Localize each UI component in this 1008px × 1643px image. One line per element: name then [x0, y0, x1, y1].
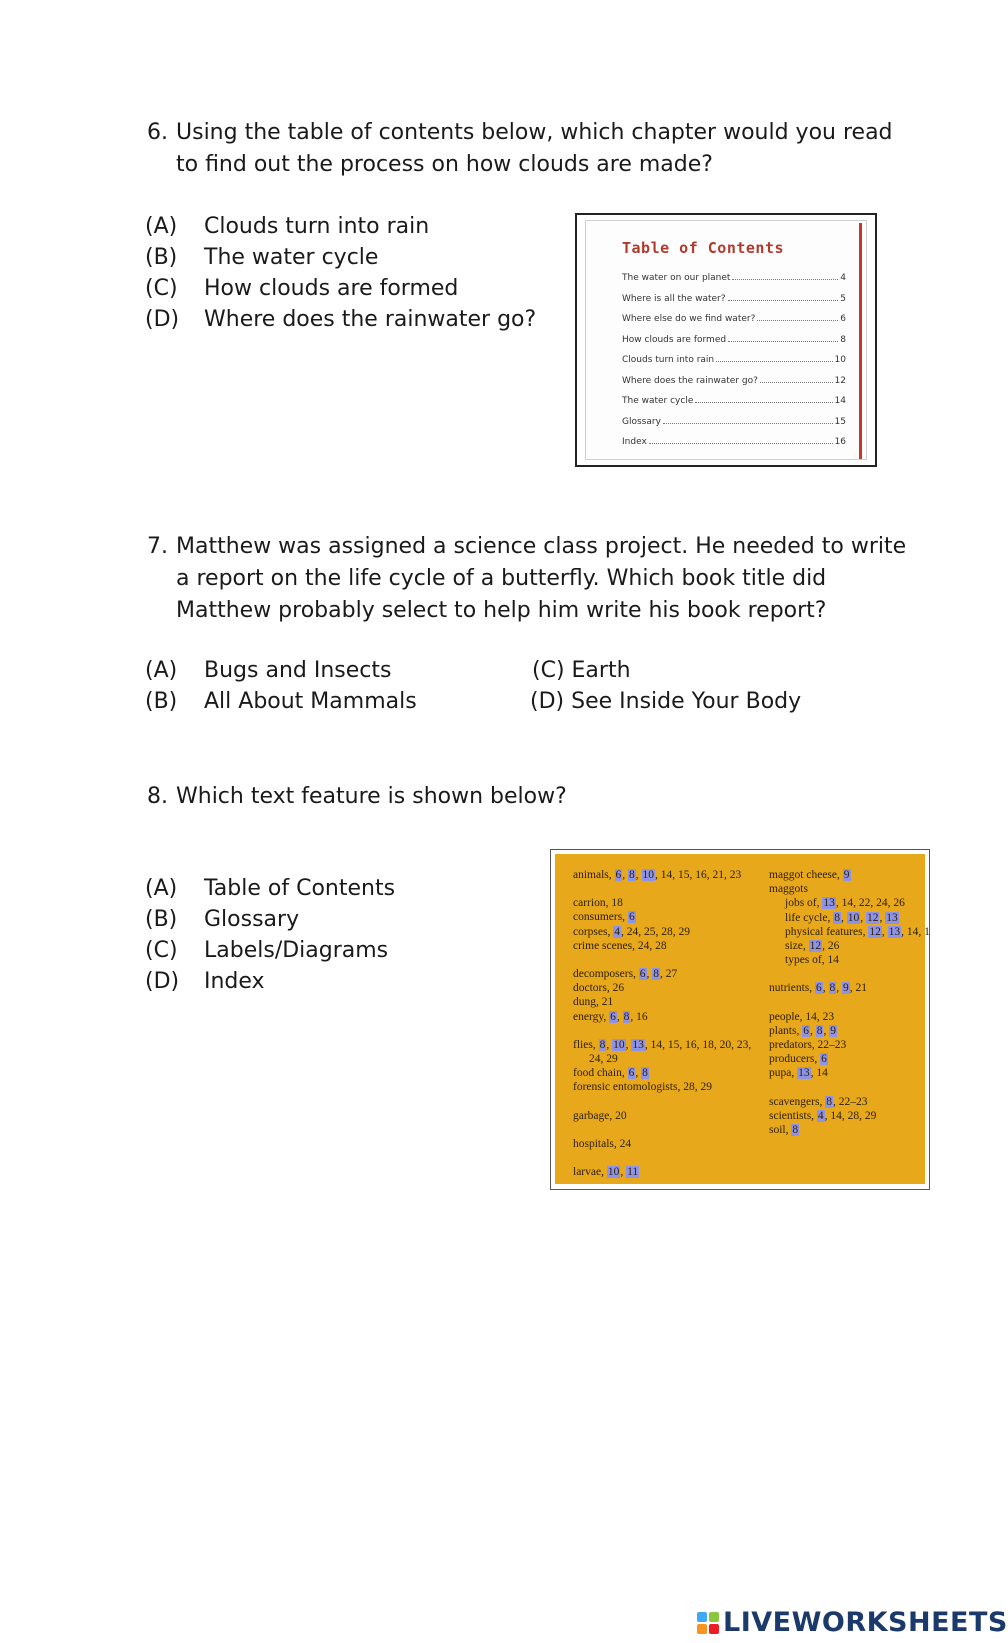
- index-term: scavengers,: [769, 1095, 823, 1108]
- q8-option-a[interactable]: (A) Table of Contents: [145, 876, 396, 901]
- index-term: hospitals,: [573, 1137, 617, 1150]
- index-page-number: 23,: [736, 1038, 752, 1051]
- toc-row: [622, 433, 846, 447]
- question-text-line: Which text feature is shown below?: [176, 784, 567, 809]
- index-entry: nutrients, 6, 8, 9, 21: [769, 982, 867, 995]
- index-page-number: 6: [628, 1067, 635, 1080]
- question-text-line: Matthew was assigned a science class project. He needed to write: [176, 534, 907, 559]
- question-text-line: Matthew probably select to help him write his book report?: [176, 598, 827, 623]
- index-term: life cycle,: [785, 911, 831, 924]
- index-term: nutrients,: [769, 982, 813, 995]
- index-term: animals,: [573, 869, 612, 881]
- index-page-number: 10: [607, 1166, 620, 1179]
- index-page-number: 13: [798, 1067, 810, 1080]
- index-term: energy,: [573, 1010, 607, 1023]
- toc-row-page: 14: [834, 396, 846, 406]
- index-page-number: 14: [841, 897, 854, 910]
- index-entry: plants, 6, 8, 9: [769, 1024, 836, 1037]
- index-page-number: 29: [678, 925, 690, 938]
- index-page-number: 10: [613, 1038, 625, 1051]
- toc-row: [622, 351, 846, 365]
- index-page-number: 13: [823, 897, 835, 910]
- index-page-number: 8: [829, 982, 836, 995]
- index-column-right: [769, 868, 930, 1137]
- index-term: types of,: [785, 954, 825, 967]
- question-number: 7.: [147, 534, 168, 559]
- index-page-number: 12: [809, 940, 822, 953]
- index-page-number: 4: [817, 1109, 824, 1122]
- toc-leader-dots: [728, 341, 838, 342]
- index-page-number: 9: [830, 1024, 836, 1037]
- index-page-number: 8: [653, 968, 660, 981]
- index-page-number: 8: [826, 1095, 832, 1108]
- index-term: decomposers,: [573, 968, 636, 981]
- question-number: 6.: [147, 120, 168, 145]
- index-term: food chain,: [573, 1067, 625, 1080]
- index-page-number: 20: [719, 1038, 732, 1051]
- index-page-number: 6: [628, 911, 635, 924]
- index-page-number: 9: [843, 982, 849, 995]
- toc-row-title: Where else do we find water?: [622, 314, 756, 324]
- index-page-number: 6: [615, 869, 622, 881]
- index-page-number: 10: [847, 911, 860, 924]
- index-page-number: 8: [642, 1067, 648, 1080]
- index-page-number: 8: [623, 1010, 630, 1023]
- q6-option-c[interactable]: (C) How clouds are formed: [145, 276, 459, 301]
- toc-leader-dots: [757, 320, 838, 321]
- index-entry: [573, 1052, 751, 1066]
- index-column-left: [573, 868, 751, 1179]
- q7-option-b[interactable]: (B) All About Mammals: [145, 689, 417, 714]
- index-entry: jobs of, 13, 14, 22, 24, 26: [785, 897, 905, 910]
- index-entry: corpses, 4, 24, 25, 28, 29: [573, 925, 690, 938]
- index-page-number: 23: [822, 1010, 835, 1023]
- index-page-number: 25: [644, 925, 656, 938]
- toc-leader-dots: [695, 402, 832, 403]
- toc-leader-dots: [760, 382, 833, 383]
- index-entry: [769, 953, 930, 967]
- index-page-number: 20: [615, 1109, 627, 1122]
- index-page-number: 16: [695, 869, 707, 881]
- question-text-line: a report on the life cycle of a butterfly. Which book title did: [176, 566, 827, 591]
- index-term: consumers,: [573, 911, 626, 924]
- toc-row-page: 10: [834, 355, 846, 365]
- index-page-number: 6: [803, 1024, 809, 1037]
- toc-row-title: Glossary: [622, 416, 661, 427]
- index-entry: [573, 981, 751, 995]
- index-entry: larvae, 10, 11: [573, 1166, 639, 1179]
- toc-row: [622, 310, 846, 324]
- index-page-number: 15: [667, 1038, 680, 1051]
- index-page-number: 24: [626, 925, 639, 938]
- index-page-number: 24: [637, 939, 650, 952]
- index-page-number: 28: [683, 1081, 695, 1094]
- index-term: forensic entomologists,: [573, 1081, 681, 1094]
- index-term: garbage,: [573, 1109, 613, 1122]
- toc-leader-dots: [649, 443, 833, 444]
- index-page-number: 9: [843, 869, 850, 881]
- index-page-number: 11: [627, 1166, 639, 1179]
- toc-row-title: How clouds are formed: [622, 334, 727, 345]
- toc-row-title: The water cycle: [622, 396, 694, 406]
- index-page-number: 26: [893, 897, 905, 910]
- index-page-number: 14: [816, 1067, 828, 1080]
- index-page-number: 18: [702, 1038, 714, 1051]
- index-entry: [573, 1137, 751, 1151]
- q7-option-c[interactable]: (C) Earth: [532, 658, 631, 683]
- index-term: pupa,: [769, 1067, 795, 1080]
- index-entry: scientists, 4, 14, 28, 29: [769, 1109, 877, 1122]
- index-page-number: 8: [792, 1124, 799, 1137]
- index-entry: [769, 1123, 930, 1137]
- index-entry: pupa, 13, 14: [769, 1067, 828, 1080]
- question-text-line: to find out the process on how clouds are made?: [176, 152, 713, 177]
- index-entry: [769, 1052, 930, 1066]
- index-page-number: 26: [827, 940, 840, 953]
- index-page-number: 27: [665, 968, 678, 981]
- q8-option-d[interactable]: (D) Index: [145, 969, 265, 994]
- index-page-number: 6: [639, 968, 646, 981]
- index-entry: [769, 882, 930, 896]
- index-page: [555, 854, 930, 1184]
- question-7: [147, 531, 927, 627]
- index-page-number: 14: [830, 1109, 842, 1122]
- index-entry: physical features, 12, 13, 14, 1: [785, 925, 930, 938]
- index-page-number: 21: [855, 982, 867, 995]
- index-page-number: 8: [629, 869, 635, 881]
- toc-row-page: 12: [834, 375, 846, 386]
- index-page-number: 21: [712, 869, 725, 881]
- index-page-number: 8: [599, 1038, 606, 1051]
- index-term: soil,: [769, 1124, 789, 1137]
- index-entry: [769, 868, 930, 882]
- index-page-number: 28: [661, 925, 673, 938]
- question-6: [147, 117, 907, 181]
- index-entry: [573, 995, 751, 1009]
- toc-row: [622, 392, 846, 406]
- index-page-number: 28: [847, 1109, 860, 1122]
- index-page-number: 14: [906, 925, 919, 938]
- toc-page: [585, 220, 867, 460]
- index-entry: decomposers, 6, 8, 27: [573, 968, 678, 981]
- index-page-number: 22–23: [817, 1039, 847, 1052]
- index-page-number: 13: [888, 925, 901, 938]
- index-page-number: 16: [685, 1038, 697, 1051]
- index-term: jobs of,: [785, 897, 820, 910]
- toc-row-title: The water on our planet: [622, 273, 731, 283]
- toc-row-page: 4: [840, 273, 846, 283]
- index-entry: life cycle, 8, 10, 12, 13: [785, 911, 898, 924]
- index-term: corpses,: [573, 925, 611, 938]
- toc-row-page: 8: [840, 334, 846, 345]
- liveworksheets-logo: [697, 1607, 1008, 1638]
- index-page-number: 6: [816, 982, 822, 995]
- table-of-contents-image: [575, 213, 877, 467]
- index-term: plants,: [769, 1024, 800, 1037]
- index-page-number: 22–23: [838, 1095, 868, 1108]
- question-text-line: Using the table of contents below, which chapter would you read: [176, 120, 893, 145]
- index-term: predators,: [769, 1039, 815, 1052]
- toc-row-page: 5: [840, 293, 846, 304]
- index-entry: energy, 6, 8, 16: [573, 1010, 648, 1023]
- index-term: maggots: [769, 883, 808, 896]
- index-page-number: 22: [858, 897, 871, 910]
- index-term: crime scenes,: [573, 939, 635, 952]
- q6-option-a[interactable]: (A) Clouds turn into rain: [145, 214, 430, 239]
- toc-row: [622, 290, 846, 304]
- index-page-number: 14: [805, 1010, 817, 1023]
- toc-row-title: Where does the rainwater go?: [622, 375, 758, 386]
- index-image: [550, 849, 930, 1190]
- index-entry: size, 12, 26: [785, 940, 840, 953]
- index-page-number: 24: [876, 897, 888, 910]
- logo-mark-icon: [697, 1612, 719, 1634]
- index-entry: people, 14, 23: [769, 1010, 835, 1023]
- q7-option-a[interactable]: (A) Bugs and Insects: [145, 658, 392, 683]
- index-term: carrion,: [573, 897, 609, 910]
- index-entry: scavengers, 8, 22–23: [769, 1095, 868, 1108]
- question-8: [147, 781, 847, 813]
- toc-row-title: Index: [622, 437, 647, 447]
- index-entry: forensic entomologists, 28, 29: [573, 1081, 712, 1094]
- q8-option-c[interactable]: (C) Labels/Diagrams: [145, 938, 389, 963]
- index-page-number: 12: [866, 911, 879, 924]
- toc-row-page: 15: [834, 416, 846, 427]
- toc-row-title: Where is all the water?: [622, 293, 726, 304]
- index-page-number: 15: [678, 869, 690, 881]
- index-page-number: 12: [869, 925, 881, 938]
- index-term: size,: [785, 940, 806, 953]
- q6-option-d[interactable]: (D) Where does the rainwater go?: [145, 307, 537, 332]
- index-entry: food chain, 6, 8: [573, 1067, 648, 1080]
- index-entry: [573, 896, 751, 910]
- index-page-number: 26: [612, 982, 625, 995]
- logo-text: LIVEWORKSHEETS: [723, 1607, 1008, 1638]
- index-term: maggot cheese,: [769, 869, 840, 881]
- toc-leader-dots: [663, 423, 833, 424]
- index-term: people,: [769, 1010, 803, 1023]
- index-entry: crime scenes, 24, 28: [573, 939, 667, 952]
- q7-option-d[interactable]: (D) See Inside Your Body: [530, 689, 802, 714]
- index-page-number: 23: [729, 869, 742, 881]
- index-entry: animals, 6, 8, 10, 14, 15, 16, 21, 23: [573, 869, 742, 881]
- index-page-number: 18: [611, 897, 623, 910]
- toc-leader-dots: [728, 300, 839, 301]
- index-page-number: 14: [650, 1038, 663, 1051]
- index-page-number: 16: [636, 1010, 648, 1023]
- index-entry: flies, 8, 10, 13, 14, 15, 16, 18, 20, 23,: [573, 1038, 752, 1051]
- toc-row-page: 16: [834, 437, 846, 447]
- toc-row: [622, 413, 846, 427]
- q6-option-b[interactable]: (B) The water cycle: [145, 245, 379, 270]
- toc-row: [622, 269, 846, 283]
- toc-row: [622, 331, 846, 345]
- toc-title: Table of Contents: [622, 239, 785, 257]
- index-entry: [573, 910, 751, 924]
- index-term: scientists,: [769, 1109, 815, 1122]
- index-page-number: 24: [619, 1137, 632, 1150]
- index-page-number: 8: [816, 1024, 823, 1037]
- index-term: physical features,: [785, 925, 866, 938]
- index-page-number: 10: [642, 869, 655, 881]
- index-page-number: 6: [610, 1010, 616, 1023]
- toc-red-bar: [859, 223, 862, 459]
- index-term: dung,: [573, 996, 599, 1009]
- index-page-number: 6: [821, 1053, 827, 1066]
- index-page-number: 14: [660, 869, 673, 881]
- index-term: 24, 29: [589, 1053, 618, 1066]
- index-page-number: 8: [834, 911, 840, 924]
- q8-option-b[interactable]: (B) Glossary: [145, 907, 300, 932]
- toc-leader-dots: [716, 361, 832, 362]
- index-term: flies,: [573, 1038, 596, 1051]
- question-number: 8.: [147, 784, 168, 809]
- index-page-number: 1: [924, 925, 930, 938]
- index-entry: [573, 1109, 751, 1123]
- index-page-number: 13: [886, 911, 898, 924]
- index-page-number: 29: [864, 1109, 877, 1122]
- index-term: producers,: [769, 1053, 818, 1066]
- index-entry: [769, 1038, 930, 1052]
- toc-row-title: Clouds turn into rain: [622, 355, 715, 365]
- index-page-number: 13: [632, 1038, 644, 1051]
- index-term: larvae,: [573, 1166, 604, 1179]
- index-page-number: 28: [655, 939, 667, 952]
- index-page-number: 29: [700, 1081, 712, 1094]
- index-page-number: 4: [614, 925, 620, 938]
- index-page-number: 21: [601, 996, 614, 1009]
- toc-row: [622, 372, 846, 386]
- index-page-number: 14: [827, 954, 839, 967]
- toc-row-page: 6: [840, 314, 846, 324]
- toc-leader-dots: [732, 279, 838, 280]
- index-term: doctors,: [573, 982, 610, 995]
